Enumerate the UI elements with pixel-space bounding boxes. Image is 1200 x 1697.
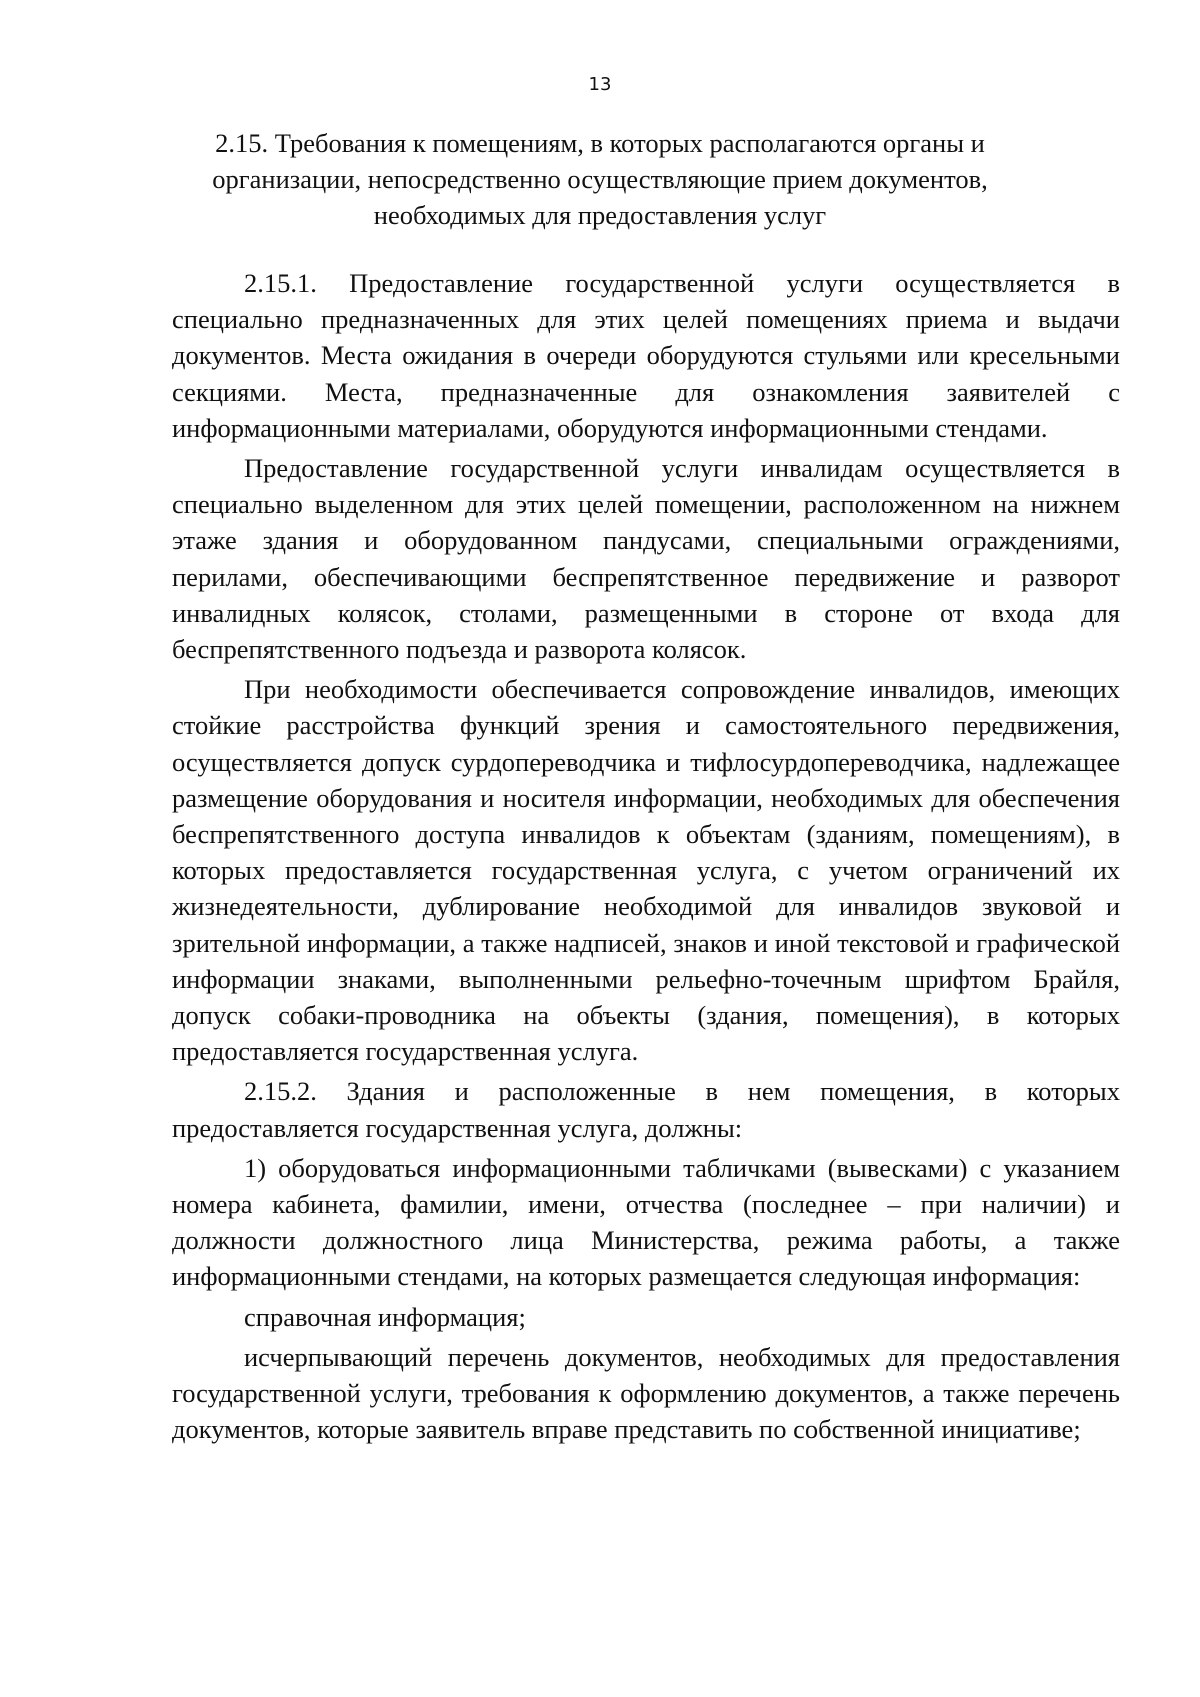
paragraph-2-15-1: 2.15.1. Предоставление государственной услуги осуществляется в специально предназначенных для этих целей помещениях приема и выдачи документов. Места ожидания в очереди оборудуются стульями или кресельными секциями. Места, предназначенные для ознакомления заявителей с информационными материалами, оборудуются информационными стендами. — [172, 268, 1120, 443]
section-title-line: 2.15. Требования к помещениям, в которых располагаются органы и — [215, 128, 985, 158]
paragraph-2-15-2: 2.15.2. Здания и расположенные в нем помещения, в которых предоставляется государственная услуга, должны: — [172, 1076, 1120, 1143]
paragraph-disabled-access: Предоставление государственной услуги инвалидам осуществляется в специально выделенном для этих целей помещении, расположенном на нижнем этаже здания и оборудованном пандусами, специальными ограждениями, перилами, обеспечивающими беспрепятственное передвижение и разворот инвалидных колясок, столами, размещенными в стороне от входа для беспрепятственного подъезда и разворота колясок. — [172, 453, 1120, 665]
page-number: 13 — [588, 74, 612, 95]
list-item-reference-info: справочная информация; — [244, 1301, 526, 1332]
list-item-1: 1) оборудоваться информационными табличками (вывесками) с указанием номера кабинета, фамилии, имени, отчества (последнее – при наличии) и должности должностного лица Министерства, режима работы, а также информационными стендами, на которых размещается следующая информация: — [172, 1152, 1120, 1292]
document-body — [172, 265, 1120, 1448]
section-title — [200, 125, 1000, 233]
section-title-line: организации, непосредственно осуществляющие прием документов, — [212, 164, 988, 194]
section-title-line: необходимых для предоставления услуг — [373, 200, 827, 230]
list-item-documents: исчерпывающий перечень документов, необходимых для предоставления государственной услуги, требования к оформлению документов, а также перечень документов, которые заявитель вправе представить по собственной инициативе; — [172, 1341, 1120, 1445]
paragraph-escort-assistance: При необходимости обеспечивается сопровождение инвалидов, имеющих стойкие расстройства функций зрения и самостоятельного передвижения, осуществляется допуск сурдопереводчика и тифлосурдопереводчика, надлежащее размещение оборудования и носителя информации, необходимых для обеспечения беспрепятственного доступа инвалидов к объектам (зданиям, помещениям), в которых предоставляется государственная услуга, с учетом ограничений их жизнедеятельности, дублирование необходимой для инвалидов звуковой и зрительной информации, а также надписей, знаков и иной текстовой и графической информации знаками, выполненными рельефно-точечным шрифтом Брайля, допуск собаки-проводника на объекты (здания, помещения), в которых предоставляется государственная услуга. — [172, 674, 1120, 1067]
